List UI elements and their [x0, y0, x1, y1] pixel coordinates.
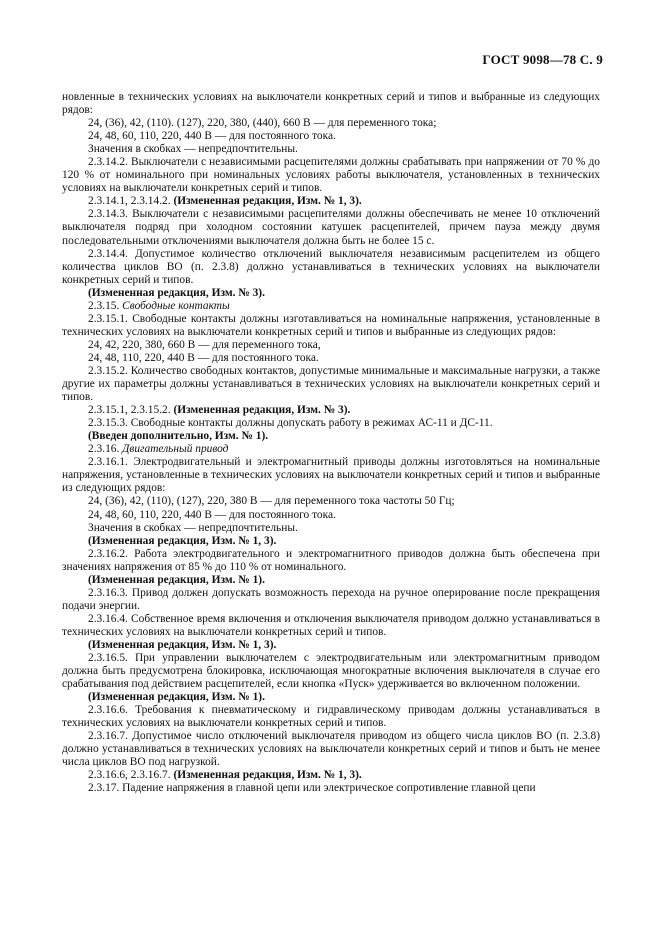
paragraph: [62, 430, 600, 443]
paragraph-text: 2.3.16.6. Требования к пневматическому и гидравлическому приводам должны устанавливаться в технических условиях на выключатели конкретных серий и типов.: [62, 704, 600, 730]
paragraph: [62, 248, 600, 287]
paragraph: [62, 365, 600, 404]
paragraph: [62, 522, 600, 535]
revision-note: (Измененная редакция, Изм. № 1).: [88, 573, 265, 586]
paragraph-text: 2.3.14.3. Выключатели с независимыми расцепителями должны обеспечивать не менее 10 отключений выключателя подряд при холодном состоянии катушек расцепителей, причем пауза между двумя последовательными отключениями выключателя должна быть не более 15 с.: [62, 208, 600, 247]
document-body: [62, 91, 600, 796]
paragraph-text: 2.3.15.: [88, 299, 123, 312]
paragraph: [62, 130, 600, 143]
paragraph: [62, 652, 600, 691]
paragraph-text: 2.3.14.2. Выключатели с независимыми расцепителями должны срабатывать при напряжении от 70 % до 120 % от номинального при номинальных условиях работы выключателя, установленных в технических условиях на выключатели конкретных серий и типов.: [62, 156, 600, 195]
paragraph: [62, 535, 600, 548]
paragraph-text: 2.3.16.6, 2.3.16.7.: [88, 769, 174, 782]
paragraph-text: 2.3.16.: [88, 443, 123, 456]
revision-note: (Измененная редакция, Изм. № 1, 3).: [88, 534, 277, 547]
paragraph-text: 2.3.16.3. Привод должен допускать возможность перехода на ручное оперирование после прекращения подачи энергии.: [62, 586, 600, 612]
revision-note: (Введен дополнительно, Изм. № 1).: [88, 430, 269, 443]
paragraph-text: 2.3.16.5. При управлении выключателем с электродвигательным или электромагнитным приводом должна быть предусмотрена блокировка, исключающая многократные включения выключателя в случае его срабатывания под действием расцепителей, если кнопка «Пуск» удерживается во включенном положении.: [62, 652, 600, 691]
paragraph-text: Значения в скобках — непредпочтительны.: [88, 521, 298, 534]
paragraph-text: 2.3.15.1. Свободные контакты должны изготавливаться на номинальные напряжения, установленные в технических условиях на выключатели конкретных серий и типов и выбранные из следующих рядов:: [62, 312, 600, 338]
paragraph: [62, 404, 600, 417]
revision-note: (Измененная редакция, Изм. № 1, 3).: [173, 195, 362, 208]
paragraph-text: 2.3.14.4. Допустимое количество отключений выключателя независимым расцепителем из общего количества циклов ВО (п. 2.3.8) должно устанавливаться в технических условиях на выключатели конкретных серий и типов.: [62, 247, 600, 286]
revision-note: (Измененная редакция, Изм. № 1, 3).: [173, 769, 362, 782]
paragraph: [62, 313, 600, 339]
paragraph-text: 2.3.14.1, 2.3.14.2.: [88, 195, 174, 208]
paragraph: [62, 691, 600, 704]
paragraph-text: 2.3.16.1. Электродвигательный и электромагнитный приводы должны изготовляться на номинальные напряжения, установленные в технических условиях на выключатели конкретных серий и типов и выбранные из следующих рядов:: [62, 456, 600, 495]
paragraph-text: 24, (36), 42, (110), (127), 220, 380 В — для переменного тока частоты 50 Гц;: [88, 495, 455, 508]
paragraph-text: 24, 48, 60, 110, 220, 440 В — для постоянного тока.: [88, 508, 336, 521]
paragraph-text: новленные в технических условиях на выключатели конкретных серий и типов и выбранные из следующих рядов:: [62, 91, 600, 117]
paragraph: [62, 195, 600, 208]
paragraph: [62, 782, 600, 795]
paragraph: [62, 208, 600, 247]
paragraph-text: 2.3.15.1, 2.3.15.2.: [88, 404, 174, 417]
paragraph: [62, 287, 600, 300]
paragraph-text: 24, (36), 42, (110). (127), 220, 380, (440), 660 В — для переменного тока;: [88, 117, 437, 130]
paragraph: [62, 613, 600, 639]
paragraph: [62, 587, 600, 613]
paragraph-text: 2.3.17. Падение напряжения в главной цепи или электрическое сопротивление главной цепи: [88, 782, 536, 795]
paragraph: [62, 156, 600, 195]
paragraph: [62, 509, 600, 522]
paragraph: [62, 417, 600, 430]
paragraph: [62, 769, 600, 782]
paragraph-text: 2.3.16.2. Работа электродвигательного и электромагнитного приводов должна быть обеспечена при значениях напряжения от 85 % до 110 % от номинального.: [62, 547, 600, 573]
paragraph: [62, 117, 600, 130]
paragraph: [62, 548, 600, 574]
paragraph: [62, 704, 600, 730]
revision-note: (Измененная редакция, Изм. № 1, 3).: [88, 638, 277, 651]
revision-note: (Измененная редакция, Изм. № 3).: [173, 404, 351, 417]
paragraph: [62, 495, 600, 508]
paragraph-text: Значения в скобках — непредпочтительны.: [88, 143, 298, 156]
paragraph: [62, 443, 600, 456]
paragraph-text: 2.3.15.2. Количество свободных контактов, допустимые минимальные и максимальные нагрузки, а также другие их параметры должны устанавливаться в технических условиях на выключатели конкретных серий и типов.: [62, 364, 600, 404]
paragraph: [62, 352, 600, 365]
paragraph: [62, 456, 600, 495]
paragraph-text: 2.3.15.3. Свободные контакты должны допускать работу в режимах АС-11 и ДС-11.: [88, 417, 493, 430]
paragraph: [62, 639, 600, 652]
paragraph: [62, 730, 600, 769]
paragraph: [62, 574, 600, 587]
section-heading: Двигательный привод: [122, 443, 229, 456]
paragraph: [62, 339, 600, 352]
paragraph-text: 2.3.16.7. Допустимое число отключений выключателя приводом из общего числа циклов ВО (п. 2.3.8) должно устанавливаться в технических условиях на выключатели конкретных серий и типов и быть не менее числа циклов ВО под нагрузкой.: [62, 730, 600, 769]
paragraph: [62, 91, 600, 117]
paragraph-text: 24, 48, 110, 220, 440 В — для постоянного тока.: [88, 351, 319, 364]
paragraph-text: 24, 42, 220, 380, 660 В — для переменного тока,: [88, 338, 321, 351]
paragraph-text: 2.3.16.4. Собственное время включения и отключения выключателя приводом должно устанавливаться в технических условиях на выключатели конкретных серий и типов.: [62, 612, 600, 638]
page-header: ГОСТ 9098—78 С. 9: [482, 52, 603, 67]
section-heading: Свободные контакты: [122, 299, 230, 312]
paragraph: [62, 300, 600, 313]
paragraph: [62, 143, 600, 156]
revision-note: (Измененная редакция, Изм. № 3).: [88, 286, 265, 299]
revision-note: (Измененная редакция, Изм. № 1).: [88, 691, 265, 704]
paragraph-text: 24, 48, 60, 110, 220, 440 В — для постоянного тока.: [88, 130, 336, 143]
